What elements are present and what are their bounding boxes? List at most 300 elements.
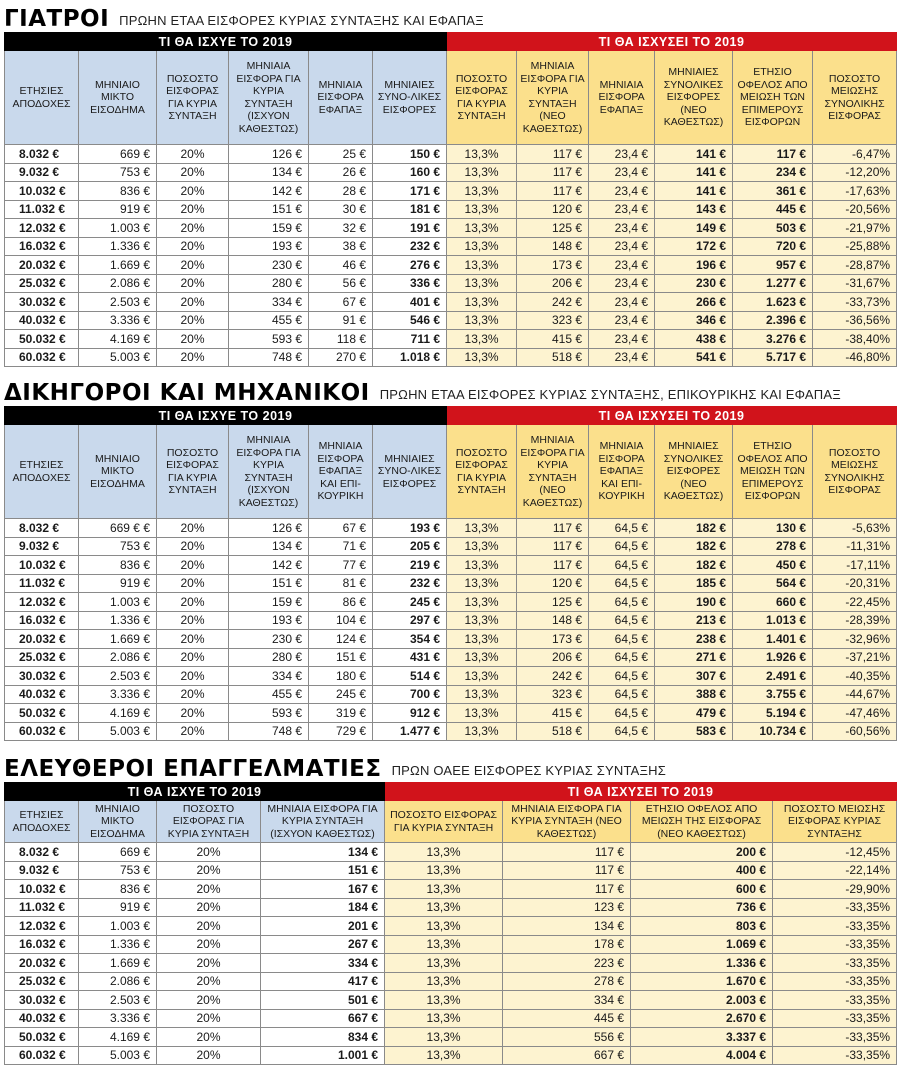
table-cell: 4.169 € xyxy=(79,704,157,723)
table-cell: 307 € xyxy=(655,667,733,686)
table-cell: 556 € xyxy=(503,1028,631,1047)
table-cell: 20% xyxy=(157,219,229,238)
table-cell: -31,67% xyxy=(813,274,897,293)
column-header: ΕΤΗΣΙΕΣ ΑΠΟΔΟΧΕΣ xyxy=(5,801,79,843)
table-cell: 134 € xyxy=(261,843,385,862)
table-cell: 13,3% xyxy=(385,972,503,991)
section-subtitle: ΠΡΩΝ ΟΑΕΕ ΕΙΣΦΟΡΕΣ ΚΥΡΙΑΣ ΣΥΝΤΑΞΗΣ xyxy=(391,763,666,778)
table-cell: 836 € xyxy=(79,880,157,899)
table-cell: 13,3% xyxy=(447,685,517,704)
table-cell: 267 € xyxy=(261,935,385,954)
table-cell: 1.013 € xyxy=(733,611,813,630)
table-cell: 3.336 € xyxy=(79,311,157,330)
table-cell: 117 € xyxy=(517,537,589,556)
table-cell: 151 € xyxy=(309,648,373,667)
table-cell: 25.032 € xyxy=(5,648,79,667)
table-cell: 400 € xyxy=(631,861,773,880)
column-header: ΜΗΝΙΑΙΑ ΕΙΣΦΟΡΑ ΕΦΑΠΑΞ xyxy=(589,51,655,145)
table-cell: 1.670 € xyxy=(631,972,773,991)
table-cell: 219 € xyxy=(373,556,447,575)
table-cell: 242 € xyxy=(517,667,589,686)
table-cell: 245 € xyxy=(309,685,373,704)
table-cell: 2.086 € xyxy=(79,648,157,667)
table-cell: 669 € € xyxy=(79,519,157,538)
table-cell: 919 € xyxy=(79,574,157,593)
table-row xyxy=(5,1009,897,1028)
table-cell: 9.032 € xyxy=(5,537,79,556)
table-cell: 193 € xyxy=(373,519,447,538)
table-cell: 77 € xyxy=(309,556,373,575)
table-cell: -20,56% xyxy=(813,200,897,219)
table-cell: 223 € xyxy=(503,954,631,973)
table-cell: 346 € xyxy=(655,311,733,330)
table-cell: 13,3% xyxy=(385,1009,503,1028)
table-cell: 2.003 € xyxy=(631,991,773,1010)
table-cell: -44,67% xyxy=(813,685,897,704)
table-cell: 117 € xyxy=(503,880,631,899)
table-cell: 5.194 € xyxy=(733,704,813,723)
table-cell: 50.032 € xyxy=(5,704,79,723)
section-lawyers-engineers xyxy=(4,376,896,741)
table-cell: 729 € xyxy=(309,722,373,741)
table-cell: -33,35% xyxy=(773,898,897,917)
table-cell: 64,5 € xyxy=(589,537,655,556)
table-row xyxy=(5,704,897,723)
band-new-regime: ΤΙ ΘΑ ΙΣΧΥΣΕΙ ΤΟ 2019 xyxy=(447,33,897,51)
table-cell: 191 € xyxy=(373,219,447,238)
table-cell: 10.032 € xyxy=(5,556,79,575)
table-cell: 11.032 € xyxy=(5,574,79,593)
table-cell: 230 € xyxy=(229,256,309,275)
table-cell: 25 € xyxy=(309,145,373,164)
table-row xyxy=(5,1028,897,1047)
column-header: ΜΗΝΙΑΙΑ ΕΙΣΦΟΡΑ ΓΙΑ ΚΥΡΙΑ ΣΥΝΤΑΞΗ (ΙΣΧΥΟΝ ΚΑΘΕΣΤΩΣ) xyxy=(229,51,309,145)
table-cell: -32,96% xyxy=(813,630,897,649)
table-cell: 64,5 € xyxy=(589,630,655,649)
table-cell: 2.396 € xyxy=(733,311,813,330)
table-cell: 118 € xyxy=(309,330,373,349)
column-header: ΕΤΗΣΙΕΣ ΑΠΟΔΟΧΕΣ xyxy=(5,425,79,519)
table-row xyxy=(5,972,897,991)
band-old-regime: ΤΙ ΘΑ ΙΣΧΥΕ ΤΟ 2019 xyxy=(5,407,447,425)
column-header: ΠΟΣΟΣΤΟ ΕΙΣΦΟΡΑΣ ΓΙΑ ΚΥΡΙΑ ΣΥΝΤΑΞΗ xyxy=(157,51,229,145)
table-cell: 336 € xyxy=(373,274,447,293)
table-cell: 182 € xyxy=(655,537,733,556)
table-row xyxy=(5,163,897,182)
table-cell: 20% xyxy=(157,1028,261,1047)
table-cell: 8.032 € xyxy=(5,843,79,862)
table-cell: 23,4 € xyxy=(589,145,655,164)
table-cell: 23,4 € xyxy=(589,293,655,312)
table-cell: -28,39% xyxy=(813,611,897,630)
table-cell: 354 € xyxy=(373,630,447,649)
column-header: ΜΗΝΙΑΙΑ ΕΙΣΦΟΡΑ ΕΦΑΠΑΞ xyxy=(309,51,373,145)
table-cell: 20% xyxy=(157,972,261,991)
section-subtitle: ΠΡΩΗΝ ΕΤΑΑ ΕΙΣΦΟΡΕΣ ΚΥΡΙΑΣ ΣΥΝΤΑΞΗΣ, ΕΠΙΚΟΥΡΙΚΗΣ ΚΑΙ ΕΦΑΠΑΞ xyxy=(379,387,841,402)
table-cell: 30.032 € xyxy=(5,667,79,686)
table-cell: 232 € xyxy=(373,237,447,256)
table-cell: 20% xyxy=(157,537,229,556)
table-cell: 503 € xyxy=(733,219,813,238)
table-cell: 667 € xyxy=(261,1009,385,1028)
table-cell: 1.336 € xyxy=(631,954,773,973)
table-cell: 23,4 € xyxy=(589,330,655,349)
table-cell: -22,45% xyxy=(813,593,897,612)
table-cell: 182 € xyxy=(655,556,733,575)
table-cell: 91 € xyxy=(309,311,373,330)
table-cell: 20% xyxy=(157,311,229,330)
table-cell: 46 € xyxy=(309,256,373,275)
table-cell: 201 € xyxy=(261,917,385,936)
table-cell: 159 € xyxy=(229,593,309,612)
table-cell: -40,35% xyxy=(813,667,897,686)
table-cell: 64,5 € xyxy=(589,704,655,723)
table-cell: 836 € xyxy=(79,556,157,575)
table-cell: 81 € xyxy=(309,574,373,593)
table-cell: -47,46% xyxy=(813,704,897,723)
table-cell: 455 € xyxy=(229,685,309,704)
table-cell: 270 € xyxy=(309,348,373,367)
table-cell: 10.032 € xyxy=(5,880,79,899)
column-header: ΜΗΝΙΑΙΑ ΕΙΣΦΟΡΑ ΓΙΑ ΚΥΡΙΑ ΣΥΝΤΑΞΗ (ΝΕΟ ΚΑΘΕΣΤΩΣ) xyxy=(517,51,589,145)
column-header: ΕΤΗΣΙΟ ΟΦΕΛΟΣ ΑΠΟ ΜΕΙΩΣΗ ΤΩΝ ΕΠΙΜΕΡΟΥΣ ΕΙΣΦΟΡΩΝ xyxy=(733,425,813,519)
table-cell: 583 € xyxy=(655,722,733,741)
column-header: ΠΟΣΟΣΤΟ ΜΕΙΩΣΗΣ ΣΥΝΟΛΙΚΗΣ ΕΙΣΦΟΡΑΣ xyxy=(813,425,897,519)
section-doctors xyxy=(4,2,896,367)
table-row xyxy=(5,537,897,556)
table-cell: 541 € xyxy=(655,348,733,367)
section-title-row xyxy=(4,2,896,32)
table-cell: 5.003 € xyxy=(79,1046,157,1065)
table-cell: 23,4 € xyxy=(589,219,655,238)
table-cell: 5.003 € xyxy=(79,348,157,367)
column-header: ΜΗΝΙΑΙΑ ΕΙΣΦΟΡΑ ΓΙΑ ΚΥΡΙΑ ΣΥΝΤΑΞΗ (ΝΕΟ ΚΑΘΕΣΤΩΣ) xyxy=(517,425,589,519)
table-cell: 361 € xyxy=(733,182,813,201)
table-cell: 64,5 € xyxy=(589,593,655,612)
table-cell: 1.003 € xyxy=(79,219,157,238)
table-cell: 20% xyxy=(157,935,261,954)
table-cell: -17,63% xyxy=(813,182,897,201)
column-header: ΠΟΣΟΣΤΟ ΕΙΣΦΟΡΑΣ ΓΙΑ ΚΥΡΙΑ ΣΥΝΤΑΞΗ xyxy=(157,801,261,843)
table-cell: 957 € xyxy=(733,256,813,275)
section-title: ΕΛΕΥΘΕΡΟΙ ΕΠΑΓΓΕΛΜΑΤΙΕΣ xyxy=(4,756,382,782)
table-cell: 13,3% xyxy=(447,237,517,256)
table-cell: 20% xyxy=(157,293,229,312)
table-cell: 546 € xyxy=(373,311,447,330)
table-cell: 67 € xyxy=(309,519,373,538)
table-cell: 479 € xyxy=(655,704,733,723)
table-cell: 9.032 € xyxy=(5,163,79,182)
table-row xyxy=(5,145,897,164)
table-cell: -20,31% xyxy=(813,574,897,593)
table-cell: 16.032 € xyxy=(5,935,79,954)
table-cell: -33,35% xyxy=(773,972,897,991)
table-cell: -28,87% xyxy=(813,256,897,275)
table-cell: 20% xyxy=(157,182,229,201)
table-cell: 13,3% xyxy=(447,330,517,349)
table-cell: 297 € xyxy=(373,611,447,630)
table-cell: 25.032 € xyxy=(5,972,79,991)
table-cell: 13,3% xyxy=(447,293,517,312)
table-cell: 455 € xyxy=(229,311,309,330)
table-cell: 13,3% xyxy=(385,954,503,973)
table-cell: 117 € xyxy=(733,145,813,164)
table-cell: 20% xyxy=(157,704,229,723)
table-cell: 242 € xyxy=(517,293,589,312)
table-cell: 445 € xyxy=(733,200,813,219)
table-cell: 711 € xyxy=(373,330,447,349)
table-cell: 134 € xyxy=(503,917,631,936)
table-cell: 334 € xyxy=(229,293,309,312)
table-row xyxy=(5,843,897,862)
table-cell: 3.755 € xyxy=(733,685,813,704)
table-row xyxy=(5,237,897,256)
table-cell: -21,97% xyxy=(813,219,897,238)
table-row xyxy=(5,182,897,201)
table-cell: 13,3% xyxy=(447,145,517,164)
table-cell: 13,3% xyxy=(447,163,517,182)
table-cell: 64,5 € xyxy=(589,722,655,741)
table-cell: 230 € xyxy=(655,274,733,293)
table-cell: 450 € xyxy=(733,556,813,575)
column-header: ΜΗΝΙΑΙΟ ΜΙΚΤΟ ΕΙΣΟΔΗΜΑ xyxy=(79,51,157,145)
table-cell: 20% xyxy=(157,163,229,182)
table-cell: 20% xyxy=(157,648,229,667)
table-cell: 438 € xyxy=(655,330,733,349)
table-cell: 167 € xyxy=(261,880,385,899)
table-cell: 184 € xyxy=(261,898,385,917)
table-cell: -11,31% xyxy=(813,537,897,556)
table-cell: 4.004 € xyxy=(631,1046,773,1065)
table-row xyxy=(5,219,897,238)
table-cell: 12.032 € xyxy=(5,219,79,238)
table-cell: 32 € xyxy=(309,219,373,238)
table-row xyxy=(5,722,897,741)
table-cell: 60.032 € xyxy=(5,1046,79,1065)
table-cell: 13,3% xyxy=(385,880,503,899)
table-cell: 60.032 € xyxy=(5,348,79,367)
table-cell: 23,4 € xyxy=(589,311,655,330)
table-cell: 20% xyxy=(157,843,261,862)
table-cell: 141 € xyxy=(655,182,733,201)
table-cell: 3.336 € xyxy=(79,1009,157,1028)
table-cell: 20% xyxy=(157,880,261,899)
table-cell: 753 € xyxy=(79,537,157,556)
table-cell: 64,5 € xyxy=(589,519,655,538)
table-row xyxy=(5,991,897,1010)
table-cell: 117 € xyxy=(517,519,589,538)
table-cell: 13,3% xyxy=(447,519,517,538)
table-row xyxy=(5,954,897,973)
table-cell: 38 € xyxy=(309,237,373,256)
table-row xyxy=(5,274,897,293)
table-cell: -29,90% xyxy=(773,880,897,899)
table-cell: 245 € xyxy=(373,593,447,612)
table-cell: 20% xyxy=(157,200,229,219)
table-cell: 23,4 € xyxy=(589,182,655,201)
table-cell: 40.032 € xyxy=(5,685,79,704)
table-cell: 160 € xyxy=(373,163,447,182)
table-cell: 593 € xyxy=(229,704,309,723)
table-cell: 13,3% xyxy=(447,574,517,593)
column-header: ΜΗΝΙΑΙΟ ΜΙΚΤΟ ΕΙΣΟΔΗΜΑ xyxy=(79,425,157,519)
column-header: ΠΟΣΟΣΤΟ ΕΙΣΦΟΡΑΣ ΓΙΑ ΚΥΡΙΑ ΣΥΝΤΑΞΗ xyxy=(447,425,517,519)
table-cell: 13,3% xyxy=(385,917,503,936)
table-cell: 518 € xyxy=(517,722,589,741)
table-row xyxy=(5,256,897,275)
table-cell: 196 € xyxy=(655,256,733,275)
column-header: ΜΗΝΙΑΙΑ ΕΙΣΦΟΡΑ ΓΙΑ ΚΥΡΙΑ ΣΥΝΤΑΞΗ (ΙΣΧΥΟΝ ΚΑΘΕΣΤΩΣ) xyxy=(261,801,385,843)
table-cell: 20% xyxy=(157,145,229,164)
table-cell: 20% xyxy=(157,1009,261,1028)
table-cell: 26 € xyxy=(309,163,373,182)
table-cell: 142 € xyxy=(229,556,309,575)
table-body xyxy=(5,843,897,1065)
table-cell: 238 € xyxy=(655,630,733,649)
table-cell: 2.086 € xyxy=(79,274,157,293)
table-cell: 20% xyxy=(157,330,229,349)
table-row xyxy=(5,611,897,630)
table-cell: 12.032 € xyxy=(5,917,79,936)
table-cell: 3.276 € xyxy=(733,330,813,349)
table-cell: -37,21% xyxy=(813,648,897,667)
table-cell: 159 € xyxy=(229,219,309,238)
section-title-row xyxy=(4,752,896,782)
table-cell: 271 € xyxy=(655,648,733,667)
table-cell: 1.477 € xyxy=(373,722,447,741)
table-cell: 13,3% xyxy=(447,256,517,275)
table-cell: 334 € xyxy=(229,667,309,686)
table-cell: 912 € xyxy=(373,704,447,723)
column-header: ΜΗΝΙΑΙΕΣ ΣΥΝΟ-ΛΙΚΕΣ ΕΙΣΦΟΡΕΣ xyxy=(373,425,447,519)
table-cell: 431 € xyxy=(373,648,447,667)
table-cell: 3.336 € xyxy=(79,685,157,704)
table-cell: 669 € xyxy=(79,145,157,164)
contributions-table-doctors xyxy=(4,32,897,367)
table-body xyxy=(5,519,897,741)
table-cell: 5.717 € xyxy=(733,348,813,367)
table-row xyxy=(5,519,897,538)
table-row xyxy=(5,293,897,312)
table-cell: 23,4 € xyxy=(589,163,655,182)
table-row xyxy=(5,861,897,880)
table-cell: 4.169 € xyxy=(79,1028,157,1047)
table-cell: 151 € xyxy=(261,861,385,880)
table-cell: 16.032 € xyxy=(5,611,79,630)
table-cell: 669 € xyxy=(79,843,157,862)
table-cell: 13,3% xyxy=(447,556,517,575)
table-cell: 117 € xyxy=(517,145,589,164)
table-cell: 148 € xyxy=(517,611,589,630)
table-cell: 23,4 € xyxy=(589,256,655,275)
table-cell: 3.337 € xyxy=(631,1028,773,1047)
table-cell: 117 € xyxy=(517,556,589,575)
column-header: ΠΟΣΟΣΤΟ ΕΙΣΦΟΡΑΣ ΓΙΑ ΚΥΡΙΑ ΣΥΝΤΑΞΗ xyxy=(447,51,517,145)
table-cell: 280 € xyxy=(229,274,309,293)
table-cell: 126 € xyxy=(229,519,309,538)
table-cell: 1.669 € xyxy=(79,630,157,649)
table-cell: -33,35% xyxy=(773,917,897,936)
table-cell: 123 € xyxy=(503,898,631,917)
table-cell: 1.401 € xyxy=(733,630,813,649)
table-cell: -36,56% xyxy=(813,311,897,330)
table-cell: 4.169 € xyxy=(79,330,157,349)
table-cell: 13,3% xyxy=(385,935,503,954)
table-cell: 185 € xyxy=(655,574,733,593)
table-cell: 13,3% xyxy=(447,219,517,238)
table-cell: 20% xyxy=(157,593,229,612)
table-cell: 151 € xyxy=(229,574,309,593)
table-cell: 142 € xyxy=(229,182,309,201)
section-freelancers xyxy=(4,752,896,1065)
table-cell: 149 € xyxy=(655,219,733,238)
column-header: ΠΟΣΟΣΤΟ ΕΙΣΦΟΡΑΣ ΓΙΑ ΚΥΡΙΑ ΣΥΝΤΑΞΗ xyxy=(157,425,229,519)
table-cell: 10.734 € xyxy=(733,722,813,741)
table-cell: 234 € xyxy=(733,163,813,182)
table-cell: 23,4 € xyxy=(589,237,655,256)
table-cell: 125 € xyxy=(517,219,589,238)
table-cell: 30 € xyxy=(309,200,373,219)
table-cell: 20% xyxy=(157,519,229,538)
table-cell: 13,3% xyxy=(385,861,503,880)
table-cell: 200 € xyxy=(631,843,773,862)
table-cell: 280 € xyxy=(229,648,309,667)
column-header: ΕΤΗΣΙΕΣ ΑΠΟΔΟΧΕΣ xyxy=(5,51,79,145)
table-cell: 13,3% xyxy=(447,630,517,649)
table-cell: 266 € xyxy=(655,293,733,312)
band-old-regime: ΤΙ ΘΑ ΙΣΧΥΕ ΤΟ 2019 xyxy=(5,33,447,51)
table-cell: 64,5 € xyxy=(589,611,655,630)
table-cell: 13,3% xyxy=(447,667,517,686)
table-cell: 173 € xyxy=(517,630,589,649)
table-cell: 564 € xyxy=(733,574,813,593)
table-cell: 50.032 € xyxy=(5,1028,79,1047)
table-cell: 130 € xyxy=(733,519,813,538)
table-cell: 13,3% xyxy=(385,898,503,917)
table-cell: 2.491 € xyxy=(733,667,813,686)
table-cell: 748 € xyxy=(229,348,309,367)
table-cell: 753 € xyxy=(79,163,157,182)
table-cell: 213 € xyxy=(655,611,733,630)
table-row xyxy=(5,593,897,612)
table-row xyxy=(5,556,897,575)
table-cell: 117 € xyxy=(503,861,631,880)
table-cell: 13,3% xyxy=(447,537,517,556)
table-cell: 206 € xyxy=(517,648,589,667)
table-cell: 20% xyxy=(157,237,229,256)
column-header: ΜΗΝΙΑΙΑ ΕΙΣΦΟΡΑ ΕΦΑΠΑΞ ΚΑΙ ΕΠΙ-ΚΟΥΡΙΚΗ xyxy=(309,425,373,519)
table-cell: 232 € xyxy=(373,574,447,593)
column-header: ΠΟΣΟΣΤΟ ΜΕΙΩΣΗΣ ΕΙΣΦΟΡΑΣ ΚΥΡΙΑΣ ΣΥΝΤΑΞΗΣ xyxy=(773,801,897,843)
table-cell: 20% xyxy=(157,611,229,630)
table-cell: 278 € xyxy=(503,972,631,991)
table-cell: 593 € xyxy=(229,330,309,349)
table-cell: 11.032 € xyxy=(5,898,79,917)
table-cell: 13,3% xyxy=(385,843,503,862)
table-cell: 11.032 € xyxy=(5,200,79,219)
section-title: ΔΙΚΗΓΟΡΟΙ ΚΑΙ ΜΗΧΑΝΙΚΟΙ xyxy=(4,380,370,406)
table-cell: 134 € xyxy=(229,537,309,556)
table-cell: -33,35% xyxy=(773,954,897,973)
table-cell: 23,4 € xyxy=(589,200,655,219)
table-cell: 20% xyxy=(157,861,261,880)
table-cell: -46,80% xyxy=(813,348,897,367)
table-cell: 178 € xyxy=(503,935,631,954)
table-cell: 20% xyxy=(157,917,261,936)
table-cell: 1.336 € xyxy=(79,237,157,256)
table-cell: -38,40% xyxy=(813,330,897,349)
column-header: ΜΗΝΙΑΙΕΣ ΣΥΝΟΛΙΚΕΣ ΕΙΣΦΟΡΕΣ (ΝΕΟ ΚΑΘΕΣΤΩΣ) xyxy=(655,425,733,519)
